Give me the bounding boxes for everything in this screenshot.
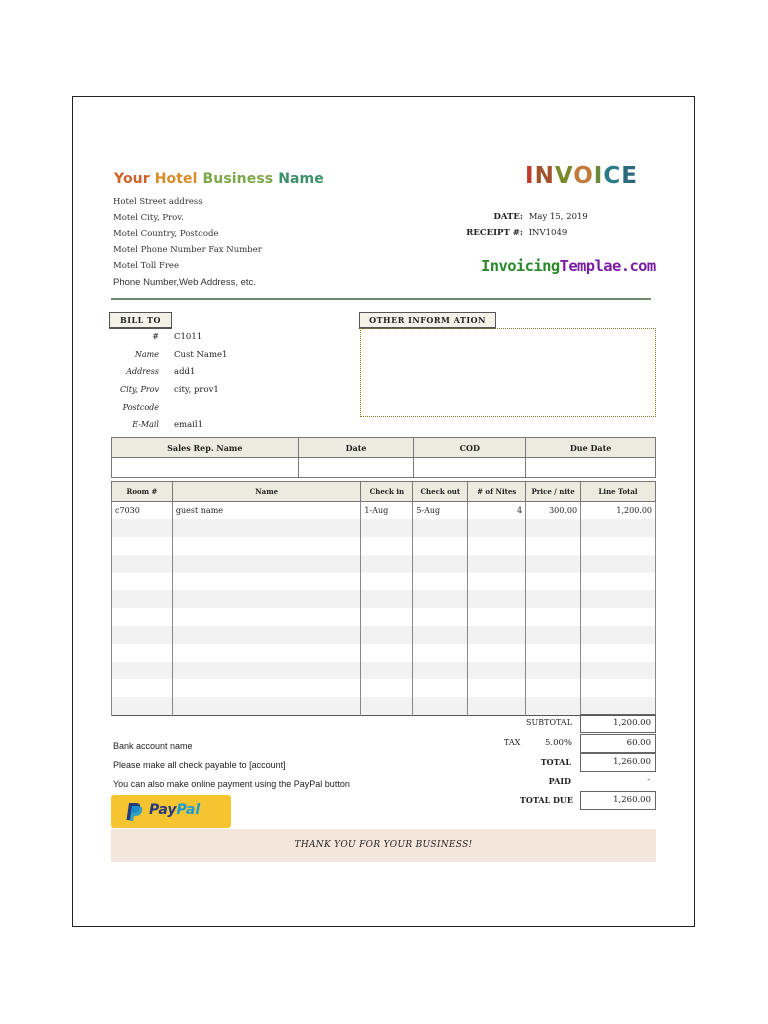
paid-value: - <box>647 775 650 785</box>
address-line-country: Motel Country, Postcode <box>113 229 219 239</box>
sales-cell-due-date[interactable] <box>526 458 656 478</box>
item-cell-nites[interactable]: 4 <box>468 502 526 520</box>
check-payable-note: Please make all check payable to [account] <box>113 760 286 770</box>
item-cell-nites[interactable] <box>468 626 526 644</box>
item-cell-room[interactable] <box>112 519 173 537</box>
table-row <box>112 679 656 697</box>
bill-value-address: add1 <box>174 367 196 377</box>
item-cell-name[interactable] <box>172 644 361 662</box>
address-line-street: Hotel Street address <box>113 197 203 207</box>
table-row <box>112 502 656 520</box>
business-name-part: Your <box>114 171 155 187</box>
business-name <box>114 171 324 187</box>
header-divider <box>111 298 651 300</box>
bill-label-number: # <box>152 332 159 341</box>
bill-value-email: email1 <box>174 420 204 430</box>
item-cell-line-total[interactable] <box>581 608 656 626</box>
item-cell-line-total[interactable] <box>581 555 656 573</box>
item-cell-check-in[interactable] <box>361 519 413 537</box>
item-cell-line-total[interactable] <box>581 679 656 697</box>
address-line-tollfree: Motel Toll Free <box>113 261 179 271</box>
paypal-wordmark <box>149 802 200 818</box>
item-cell-name[interactable] <box>172 590 361 608</box>
items-header-nites: # of Nites <box>468 482 526 502</box>
item-cell-price[interactable] <box>526 537 581 555</box>
item-cell-price[interactable] <box>526 608 581 626</box>
item-cell-nites[interactable] <box>468 573 526 591</box>
item-cell-check-out[interactable] <box>413 644 468 662</box>
item-cell-nites[interactable] <box>468 519 526 537</box>
tax-value: 60.00 <box>580 734 656 753</box>
invoice-title <box>525 163 638 189</box>
items-header-price: Price / nite <box>526 482 581 502</box>
item-cell-room[interactable] <box>112 608 173 626</box>
total-value: 1,260.00 <box>580 753 656 772</box>
item-cell-price[interactable]: 300.00 <box>526 502 581 520</box>
subtotal-label: SUBTOTAL <box>526 718 572 727</box>
item-cell-price[interactable] <box>526 662 581 680</box>
item-cell-name[interactable] <box>172 537 361 555</box>
item-cell-price[interactable] <box>526 626 581 644</box>
total-due-label: TOTAL DUE <box>519 795 573 805</box>
receipt-row <box>453 228 567 238</box>
table-row <box>112 573 656 591</box>
contact-line: Phone Number,Web Address, etc. <box>113 277 256 288</box>
bill-label-email: E-Mail <box>132 420 159 429</box>
item-cell-line-total[interactable] <box>581 662 656 680</box>
item-cell-nites[interactable] <box>468 679 526 697</box>
item-cell-check-in[interactable] <box>361 662 413 680</box>
address-line-phone: Motel Phone Number Fax Number <box>113 245 262 255</box>
item-cell-price[interactable] <box>526 519 581 537</box>
sales-info-table <box>111 437 656 478</box>
invoice-title-letter: V <box>554 163 574 189</box>
item-cell-name[interactable] <box>172 519 361 537</box>
paid-label: PAID <box>548 776 571 786</box>
table-row <box>112 537 656 555</box>
date-value: May 15, 2019 <box>528 212 588 222</box>
business-name-part: Name <box>278 171 324 187</box>
item-cell-check-out[interactable] <box>413 626 468 644</box>
bill-value-name: Cust Name1 <box>174 350 228 360</box>
item-cell-check-out[interactable] <box>413 662 468 680</box>
business-name-part: Hotel <box>154 171 203 187</box>
item-cell-line-total[interactable] <box>581 590 656 608</box>
item-cell-check-out[interactable] <box>413 519 468 537</box>
item-cell-room[interactable] <box>112 679 173 697</box>
item-cell-check-out[interactable] <box>413 537 468 555</box>
item-cell-check-out[interactable] <box>413 697 468 715</box>
item-cell-check-out[interactable] <box>413 555 468 573</box>
item-cell-name[interactable] <box>172 697 361 715</box>
table-row <box>112 590 656 608</box>
item-cell-check-in[interactable] <box>361 573 413 591</box>
item-cell-price[interactable] <box>526 644 581 662</box>
item-cell-name[interactable] <box>172 662 361 680</box>
logo-part-b: Templae.com <box>559 257 656 275</box>
tax-label: TAX <box>504 738 521 747</box>
bill-label-name: Name <box>134 350 159 359</box>
sales-cell-cod[interactable] <box>414 458 526 478</box>
items-header-line-total: Line Total <box>581 482 656 502</box>
invoice-title-letter: N <box>534 163 555 189</box>
item-cell-price[interactable] <box>526 697 581 715</box>
items-header-name: Name <box>172 482 361 502</box>
items-header-room: Room # <box>112 482 173 502</box>
item-cell-check-in[interactable] <box>361 697 413 715</box>
receipt-label: RECEIPT #: <box>466 228 523 238</box>
item-cell-line-total[interactable] <box>581 573 656 591</box>
sales-cell-rep[interactable] <box>112 458 299 478</box>
total-due-value: 1,260.00 <box>580 791 656 810</box>
table-row <box>112 608 656 626</box>
item-cell-check-out[interactable] <box>413 573 468 591</box>
subtotal-value: 1,200.00 <box>580 714 656 733</box>
address-line-city: Motel City, Prov. <box>113 213 184 223</box>
date-label: DATE: <box>493 212 523 222</box>
receipt-value: INV1049 <box>528 228 568 238</box>
item-cell-check-out[interactable]: 5-Aug <box>413 502 468 520</box>
bill-label-city: City, Prov <box>120 385 159 394</box>
item-cell-check-out[interactable] <box>413 679 468 697</box>
item-cell-room[interactable]: c7030 <box>112 502 173 520</box>
item-cell-line-total[interactable] <box>581 626 656 644</box>
item-cell-room[interactable] <box>112 697 173 715</box>
paypal-word-pay: Pay <box>149 802 177 818</box>
item-cell-check-out[interactable] <box>413 590 468 608</box>
item-cell-check-in[interactable] <box>361 679 413 697</box>
item-cell-nites[interactable] <box>468 590 526 608</box>
item-cell-check-in[interactable] <box>361 555 413 573</box>
bill-label-address: Address <box>126 367 159 376</box>
item-cell-nites[interactable] <box>468 555 526 573</box>
item-cell-nites[interactable] <box>468 662 526 680</box>
sales-header-rep: Sales Rep. Name <box>112 438 299 458</box>
table-row <box>112 555 656 573</box>
item-cell-line-total[interactable] <box>581 697 656 715</box>
item-cell-room[interactable] <box>112 662 173 680</box>
item-cell-nites[interactable] <box>468 608 526 626</box>
item-cell-room[interactable] <box>112 555 173 573</box>
item-cell-line-total[interactable] <box>581 537 656 555</box>
item-cell-room[interactable] <box>112 626 173 644</box>
item-cell-room[interactable] <box>112 590 173 608</box>
item-cell-check-out[interactable] <box>413 608 468 626</box>
table-row <box>112 644 656 662</box>
logo-part-a: Invoicing <box>481 257 560 275</box>
item-cell-check-in[interactable] <box>361 590 413 608</box>
item-cell-nites[interactable] <box>468 644 526 662</box>
item-cell-room[interactable] <box>112 644 173 662</box>
item-cell-check-in[interactable] <box>361 608 413 626</box>
thank-you-banner: THANK YOU FOR YOUR BUSINESS! <box>111 829 656 862</box>
table-row <box>112 697 656 715</box>
item-cell-price[interactable] <box>526 555 581 573</box>
item-cell-line-total[interactable] <box>581 519 656 537</box>
item-cell-nites[interactable] <box>468 537 526 555</box>
item-cell-room[interactable] <box>112 573 173 591</box>
sales-header-date: Date <box>298 438 414 458</box>
item-cell-room[interactable] <box>112 537 173 555</box>
other-information-tab: OTHER INFORM ATION <box>359 312 496 329</box>
invoice-sheet <box>72 96 695 927</box>
invoice-title-letter: E <box>621 163 638 189</box>
tax-rate: 5.00% <box>545 738 573 748</box>
item-cell-check-in[interactable] <box>361 626 413 644</box>
line-items-table <box>111 481 656 716</box>
online-payment-note: You can also make online payment using the PayPal button <box>113 779 350 789</box>
table-row <box>112 626 656 644</box>
item-cell-price[interactable] <box>526 590 581 608</box>
sales-cell-date[interactable] <box>298 458 414 478</box>
invoice-title-letter: C <box>603 163 622 189</box>
date-row <box>453 212 588 222</box>
invoice-title-letter: I <box>593 163 604 189</box>
bank-account-note: Bank account name <box>113 741 193 751</box>
business-name-part: Business <box>202 171 279 187</box>
total-label: TOTAL <box>540 757 571 767</box>
paypal-button[interactable] <box>111 795 231 828</box>
item-cell-check-in[interactable] <box>361 537 413 555</box>
item-cell-name[interactable] <box>172 679 361 697</box>
item-cell-name[interactable] <box>172 573 361 591</box>
items-header-check-out: Check out <box>413 482 468 502</box>
item-cell-check-in[interactable] <box>361 644 413 662</box>
other-information-box[interactable] <box>360 328 656 417</box>
sales-header-cod: COD <box>414 438 526 458</box>
bill-value-number: C1011 <box>174 332 203 342</box>
item-cell-name[interactable] <box>172 626 361 644</box>
item-cell-price[interactable] <box>526 679 581 697</box>
paypal-word-pal: Pal <box>176 802 201 818</box>
bill-to-tab: BILL TO <box>109 312 172 329</box>
sales-header-due-date: Due Date <box>526 438 656 458</box>
table-row <box>112 662 656 680</box>
paypal-p-icon <box>125 802 143 822</box>
bill-value-city: city, prov1 <box>174 385 219 395</box>
website-logo <box>481 257 656 283</box>
item-cell-check-in[interactable]: 1-Aug <box>361 502 413 520</box>
invoice-title-letter: I <box>525 163 535 189</box>
item-cell-line-total[interactable] <box>581 644 656 662</box>
bill-label-postcode: Postcode <box>122 403 159 412</box>
table-row <box>112 519 656 537</box>
items-header-check-in: Check in <box>361 482 413 502</box>
invoice-title-letter: O <box>573 163 594 189</box>
item-cell-price[interactable] <box>526 573 581 591</box>
item-cell-line-total[interactable]: 1,200.00 <box>581 502 656 520</box>
item-cell-name[interactable]: guest name <box>172 502 361 520</box>
item-cell-nites[interactable] <box>468 697 526 715</box>
item-cell-name[interactable] <box>172 555 361 573</box>
item-cell-name[interactable] <box>172 608 361 626</box>
